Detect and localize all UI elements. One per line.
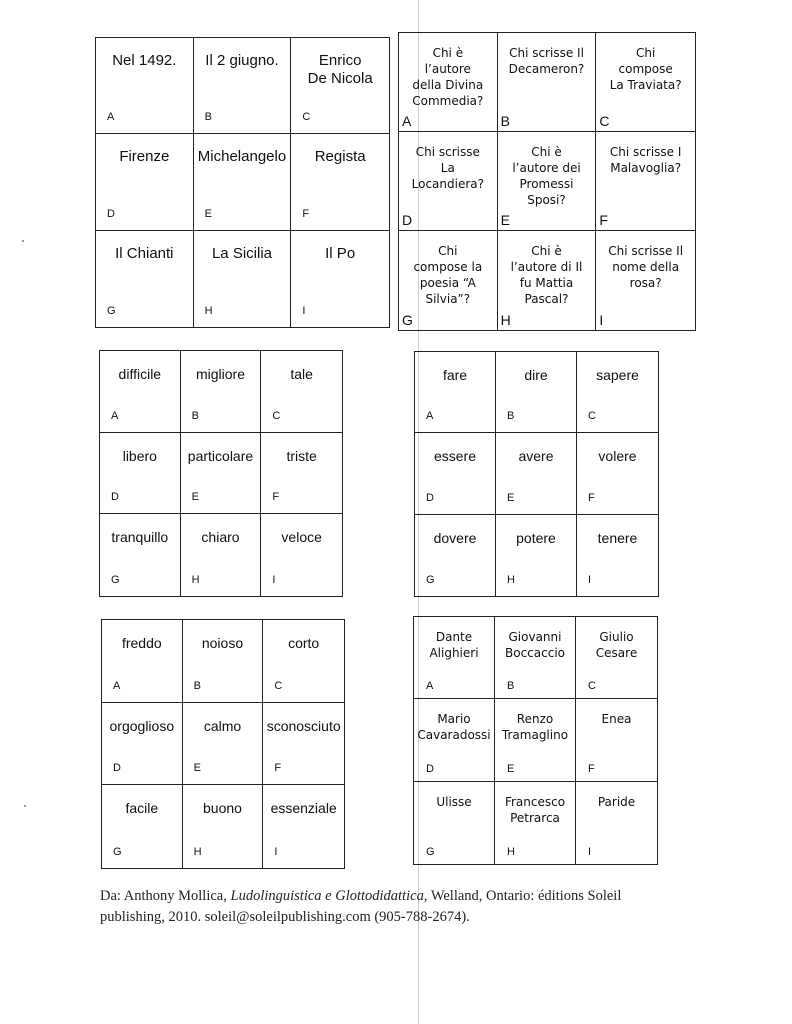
- cell-text: libero: [122, 447, 157, 464]
- cell-letter: C: [588, 410, 596, 423]
- cell-letter: F: [599, 212, 608, 228]
- cell-text: Giovanni Boccaccio: [505, 630, 565, 660]
- cell-text: Regista: [314, 148, 366, 166]
- cell-letter: B: [500, 113, 510, 129]
- grid-cell: [399, 33, 498, 132]
- grid-cell: [399, 132, 498, 231]
- cell-letter: G: [402, 312, 413, 328]
- cell-letter: E: [204, 207, 212, 220]
- grid-cell: [577, 515, 658, 596]
- grid-cell: [261, 433, 342, 515]
- grid-cell: [261, 514, 342, 596]
- grid-cell: [496, 515, 577, 596]
- cell-text: freddo: [121, 635, 162, 651]
- cell-letter: E: [507, 762, 515, 775]
- scan-speck: [22, 240, 24, 242]
- cell-text: chiaro: [201, 529, 240, 546]
- cell-text: dire: [524, 367, 548, 383]
- cell-letter: I: [272, 573, 276, 586]
- grid-cell: [577, 433, 658, 514]
- cell-letter: C: [302, 111, 311, 124]
- cell-letter: B: [507, 410, 515, 423]
- cell-letter: E: [507, 491, 515, 504]
- cell-letter: H: [507, 574, 515, 586]
- cell-letter: C: [274, 679, 283, 692]
- matching-grid-4: [414, 351, 659, 597]
- cell-letter: G: [111, 573, 120, 586]
- cell-text: Chi compose La Traviata?: [609, 46, 682, 92]
- cell-letter: C: [272, 409, 281, 422]
- cell-letter: I: [274, 845, 278, 858]
- cell-text: facile: [125, 800, 159, 817]
- cell-text: Mario Cavaradossi: [417, 712, 491, 743]
- grid-cell: [415, 433, 496, 514]
- cell-text: Enea: [601, 712, 632, 727]
- cell-letter: H: [500, 312, 511, 328]
- grid-cell: [576, 699, 657, 781]
- cell-text: Il 2 giugno.: [205, 52, 279, 69]
- cell-letter: F: [272, 491, 280, 504]
- matching-grid-3: [99, 350, 343, 597]
- grid-cell: [263, 620, 344, 703]
- grid-cell: [100, 351, 181, 433]
- cell-text: Chi compose la poesia “A Silvia”?: [413, 244, 483, 306]
- grid-cell: [183, 620, 264, 703]
- grid-cell: [102, 785, 183, 868]
- cell-text: Enrico De Nicola: [307, 52, 373, 87]
- grid-cell: [498, 33, 597, 132]
- cell-text: Chi scrisse Il Decameron?: [508, 46, 585, 76]
- cell-letter: D: [113, 762, 121, 775]
- grid-cell: [496, 352, 577, 433]
- cell-text: Il Po: [325, 244, 356, 262]
- cell-text: calmo: [203, 717, 242, 734]
- grid-cell: [181, 433, 262, 515]
- grid-cell: [498, 231, 597, 330]
- cell-text: Chi scrisse Il nome della rosa?: [608, 244, 684, 290]
- cell-letter: A: [426, 410, 434, 423]
- grid-cell: [100, 433, 181, 515]
- grid-cell: [495, 782, 576, 864]
- cell-text: tranquillo: [111, 529, 169, 546]
- grid-cell: [596, 231, 695, 330]
- cell-letter: B: [193, 679, 201, 692]
- cell-letter: G: [113, 845, 122, 858]
- cell-text: migliore: [195, 366, 245, 382]
- grid-cell: [263, 785, 344, 868]
- cell-text: avere: [518, 448, 554, 465]
- grid-cell: [102, 703, 183, 786]
- grid-cell: [414, 617, 495, 699]
- cell-text: volere: [598, 448, 637, 465]
- grid-cell: [414, 782, 495, 864]
- grid-cell: [576, 617, 657, 699]
- cell-text: fare: [442, 367, 468, 383]
- cell-text: potere: [516, 529, 556, 546]
- grid-cell: [495, 699, 576, 781]
- grid-cell: [194, 134, 292, 230]
- grid-cell: [498, 132, 597, 231]
- grid-cell: [596, 33, 695, 132]
- cell-text: triste: [286, 447, 317, 464]
- cell-letter: E: [191, 491, 199, 504]
- grid-cell: [96, 38, 194, 134]
- cell-letter: F: [588, 491, 595, 504]
- cell-letter: F: [588, 762, 595, 775]
- cell-letter: A: [402, 113, 412, 129]
- cell-letter: I: [302, 305, 306, 317]
- cell-letter: A: [113, 679, 121, 692]
- cell-text: buono: [203, 800, 242, 817]
- grid-cell: [495, 617, 576, 699]
- cell-letter: G: [107, 305, 116, 317]
- citation-publisher: Welland, Ontario: éditions Soleil publishing, 2010. soleil@soleilpublishing.com (905-788-2674).: [100, 888, 622, 925]
- cell-text: Michelangelo: [197, 148, 287, 166]
- citation-book-title: Ludolinguistica e Glottodidattica,: [230, 888, 428, 904]
- cell-letter: C: [588, 680, 596, 693]
- cell-letter: G: [426, 574, 435, 586]
- grid-cell: [415, 515, 496, 596]
- cell-text: dovere: [433, 529, 477, 546]
- grid-cell: [577, 352, 658, 433]
- cell-letter: A: [111, 409, 119, 422]
- cell-text: sapere: [596, 367, 639, 383]
- cell-letter: B: [507, 680, 515, 693]
- cell-text: particolare: [187, 447, 254, 464]
- cell-letter: H: [193, 845, 202, 858]
- cell-letter: F: [274, 762, 282, 775]
- cell-text: tenere: [597, 529, 638, 546]
- matching-grid-1: [95, 37, 390, 328]
- citation-prefix: Da: Anthony Mollica,: [100, 888, 231, 904]
- matching-grid-2: [398, 32, 696, 331]
- cell-letter: D: [426, 491, 434, 504]
- grid-cell: [194, 231, 292, 327]
- cell-text: Francesco Petrarca: [504, 794, 566, 825]
- cell-text: Nel 1492.: [112, 52, 177, 69]
- grid-cell: [183, 785, 264, 868]
- matching-grid-5: [101, 619, 345, 869]
- matching-grid-6: [413, 616, 658, 865]
- grid-cell: [96, 231, 194, 327]
- cell-letter: H: [191, 573, 200, 586]
- grid-cell: [415, 352, 496, 433]
- cell-letter: D: [107, 207, 115, 220]
- cell-letter: I: [588, 574, 592, 586]
- scan-speck: [24, 805, 26, 807]
- cell-text: sconosciuto: [266, 717, 341, 734]
- grid-cell: [261, 351, 342, 433]
- cell-text: Dante Alighieri: [429, 630, 479, 660]
- grid-cell: [496, 433, 577, 514]
- cell-text: corto: [288, 635, 320, 651]
- cell-text: orgoglioso: [109, 717, 175, 734]
- grid-cell: [102, 620, 183, 703]
- cell-text: difficile: [118, 366, 162, 382]
- grid-cell: [181, 351, 262, 433]
- cell-text: tale: [290, 366, 313, 382]
- cell-letter: I: [599, 312, 604, 328]
- grid-cell: [194, 38, 292, 134]
- grid-cell: [100, 514, 181, 596]
- cell-letter: B: [191, 409, 199, 422]
- cell-letter: G: [426, 846, 435, 858]
- cell-letter: C: [599, 113, 610, 129]
- cell-text: Chi è l’autore della Divina Commedia?: [412, 46, 484, 108]
- cell-text: La Sicilia: [211, 244, 272, 262]
- grid-cell: [291, 231, 389, 327]
- grid-cell: [291, 134, 389, 230]
- cell-text: Chi è l’autore di Il fu Mattia Pascal?: [510, 244, 583, 306]
- grid-cell: [291, 38, 389, 134]
- cell-letter: A: [107, 111, 115, 124]
- cell-text: Chi scrisse I Malavoglia?: [609, 145, 682, 175]
- cell-letter: H: [204, 305, 213, 317]
- grid-cell: [596, 132, 695, 231]
- cell-text: Il Chianti: [115, 244, 174, 262]
- grid-cell: [414, 699, 495, 781]
- cell-letter: E: [193, 762, 201, 775]
- cell-text: essere: [433, 448, 477, 465]
- cell-text: veloce: [281, 529, 322, 546]
- cell-letter: D: [111, 491, 119, 504]
- citation-footer: [100, 886, 680, 928]
- cell-letter: A: [426, 680, 434, 693]
- grid-cell: [399, 231, 498, 330]
- cell-letter: I: [588, 846, 592, 858]
- cell-letter: D: [426, 762, 434, 775]
- cell-letter: D: [402, 212, 413, 228]
- cell-text: noioso: [201, 635, 244, 651]
- cell-text: Chi è l’autore dei Promessi Sposi?: [512, 145, 581, 207]
- cell-letter: B: [204, 111, 212, 124]
- grid-cell: [181, 514, 262, 596]
- grid-cell: [96, 134, 194, 230]
- grid-cell: [576, 782, 657, 864]
- cell-text: Renzo Tramaglino: [501, 712, 569, 743]
- cell-text: Giulio Cesare: [595, 630, 638, 660]
- cell-letter: H: [507, 846, 515, 858]
- cell-letter: F: [302, 207, 310, 220]
- cell-text: essenziale: [270, 800, 337, 817]
- cell-text: Ulisse: [436, 794, 472, 809]
- grid-cell: [263, 703, 344, 786]
- grid-cell: [183, 703, 264, 786]
- cell-text: Paride: [597, 794, 636, 809]
- cell-text: Firenze: [119, 148, 170, 166]
- cell-text: Chi scrisse La Locandiera?: [411, 145, 485, 191]
- cell-letter: E: [500, 212, 510, 228]
